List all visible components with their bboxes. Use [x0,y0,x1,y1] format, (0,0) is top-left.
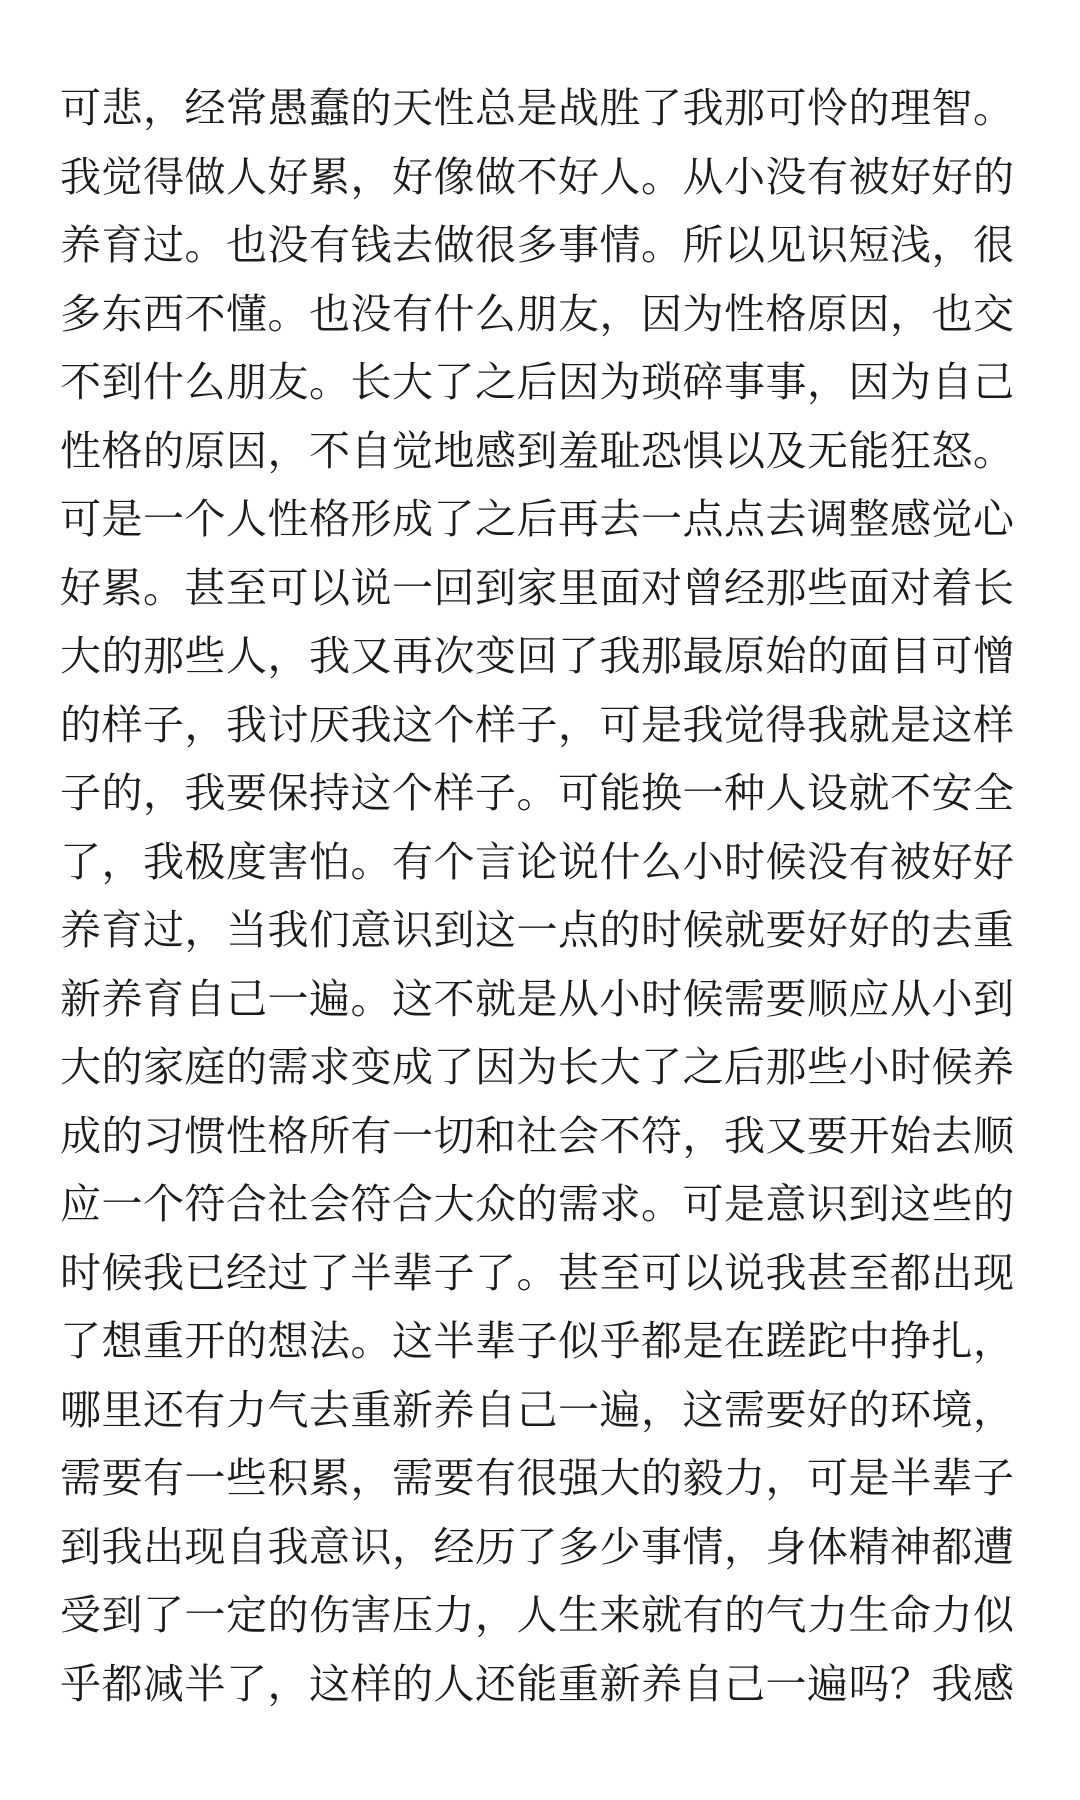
text-line: 了想重开的想法。这半辈子似乎都是在蹉跎中挣扎， [60,1317,1015,1365]
text-line: 了，我极度害怕。有个言论说什么小时候没有被好好 [60,837,1015,886]
text-line: 可是一个人性格形成了之后再去一点点去调整感觉心 [60,495,1015,543]
text-line: 子的，我要保持这个样子。可能换一种人设就不安全 [60,769,1015,817]
text-line: 需要有一些积累，需要有很强大的毅力，可是半辈子 [60,1454,1015,1502]
text-line: 到我出现自我意识，经历了多少事情，身体精神都遭 [60,1522,1015,1571]
text-line: 新养育自己一遍。这不就是从小时候需要顺应从小到 [60,974,1015,1023]
text-line: 大的那些人，我又再次变回了我那最原始的面目可憎 [60,632,1015,680]
text-line: 乎都减半了，这样的人还能重新养自己一遍吗？我感 [60,1659,1015,1708]
body-text [60,74,1040,1718]
text-line: 性格的原因，不自觉地感到羞耻恐惧以及无能狂怒。 [60,426,1015,475]
text-line: 好累。甚至可以说一回到家里面对曾经那些面对着长 [60,563,1015,612]
text-line: 受到了一定的伤害压力，人生来就有的气力生命力似 [60,1591,1015,1639]
text-line: 成的习惯性格所有一切和社会不符，我又要开始去顺 [60,1111,1015,1160]
text-line: 时候我已经过了半辈子了。甚至可以说我甚至都出现 [60,1248,1015,1297]
text-line: 可悲，经常愚蠢的天性总是战胜了我那可怜的理智。 [60,84,1015,132]
text-line: 我觉得做人好累，好像做不好人。从小没有被好好的 [60,152,1015,201]
text-line: 应一个符合社会符合大众的需求。可是意识到这些的 [60,1180,1015,1228]
text-line: 养育过。也没有钱去做很多事情。所以见识短浅，很 [60,221,1015,269]
text-line: 不到什么朋友。长大了之后因为琐碎事事，因为自己 [60,358,1015,406]
text-line: 哪里还有力气去重新养自己一遍，这需要好的环境， [60,1385,1015,1434]
text-line: 大的家庭的需求变成了因为长大了之后那些小时候养 [60,1043,1015,1091]
text-line: 的样子，我讨厌我这个样子，可是我觉得我就是这样 [60,700,1015,749]
text-line: 养育过，当我们意识到这一点的时候就要好好的去重 [60,906,1015,954]
text-line: 多东西不懂。也没有什么朋友，因为性格原因，也交 [60,289,1015,338]
